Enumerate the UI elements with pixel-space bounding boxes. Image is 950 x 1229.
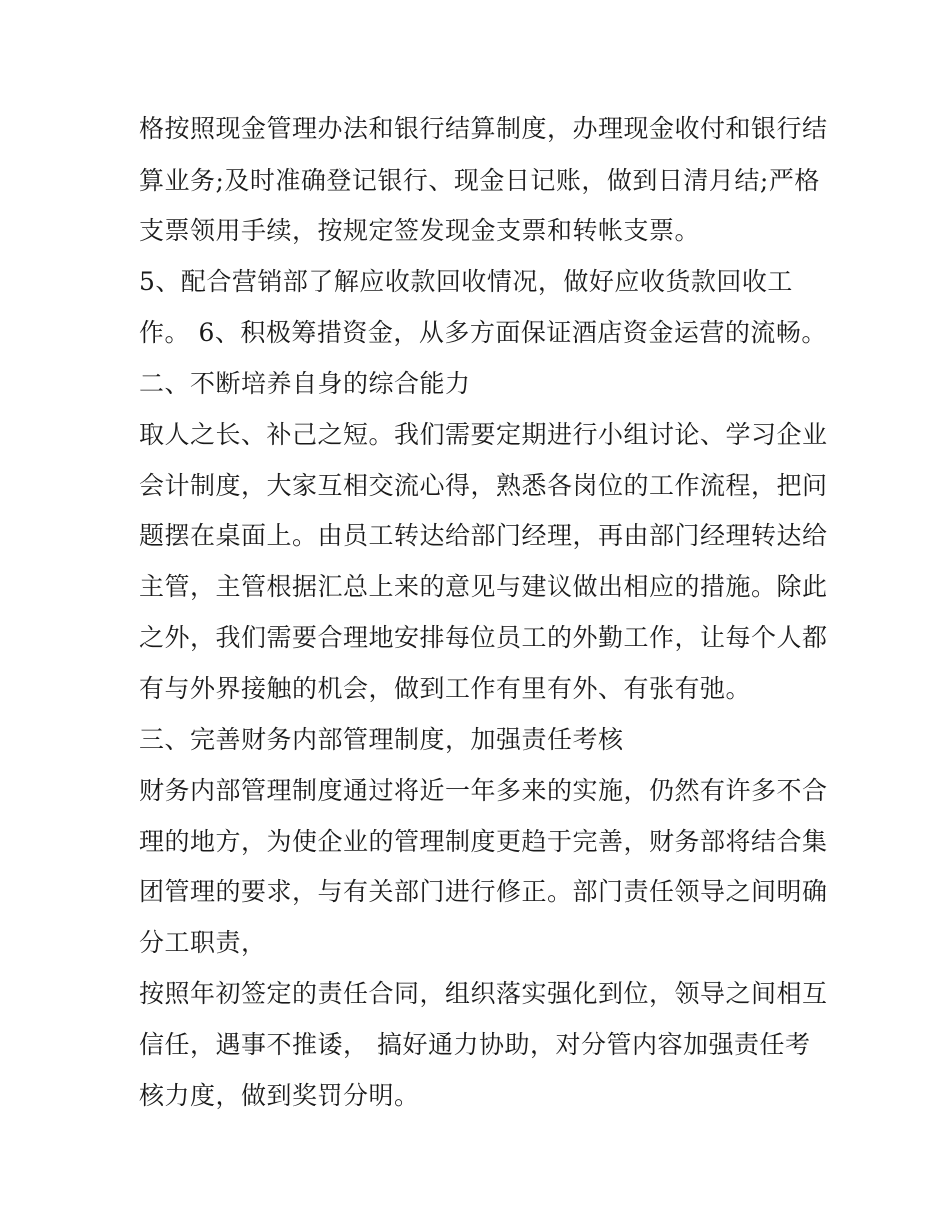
text-line: 取人之长、补己之短。我们需要定期进行小组讨论、学习企业 <box>139 420 828 449</box>
text-line: 题摆在桌面上。由员工转达给部门经理，再由部门经理转达给 <box>139 521 828 550</box>
text-line: 支票领用手续，按规定签发现金支票和转帐支票。 <box>139 216 701 245</box>
text-line: 主管，主管根据汇总上来的意见与建议做出相应的措施。除此 <box>139 572 828 601</box>
text-line: 5、配合营销部了解应收款回收情况，做好应收货款回收工 <box>139 267 793 296</box>
text-line: 信任，遇事不推诿， 搞好通力协助，对分管内容加强责任考 <box>139 1030 811 1059</box>
text-line: 作。 6、积极筹措资金，从多方面保证酒店资金运营的流畅。 <box>139 318 827 347</box>
text-line: 格按照现金管理办法和银行结算制度，办理现金收付和银行结 <box>139 114 828 143</box>
text-line: 会计制度，大家互相交流心得，熟悉各岗位的工作流程，把问 <box>139 471 828 500</box>
section-heading: 二、不断培养自身的综合能力 <box>139 369 471 398</box>
text-line: 按照年初签定的责任合同，组织落实强化到位，领导之间相互 <box>139 979 828 1008</box>
text-line: 有与外界接触的机会，做到工作有里有外、有张有弛。 <box>139 674 752 703</box>
text-line: 分工职责， <box>139 928 267 957</box>
text-line: 算业务;及时准确登记银行、现金日记账，做到日清月结;严格 <box>139 166 820 195</box>
text-line: 之外，我们需要合理地安排每位员工的外勤工作，让每个人都 <box>139 623 828 652</box>
text-line: 团管理的要求，与有关部门进行修正。部门责任领导之间明确 <box>139 877 828 906</box>
text-line: 核力度，做到奖罚分明。 <box>139 1081 420 1110</box>
text-line: 财务内部管理制度通过将近一年多来的实施，仍然有许多不合 <box>139 776 828 805</box>
text-line: 理的地方，为使企业的管理制度更趋于完善，财务部将结合集 <box>139 827 828 856</box>
section-heading: 三、完善财务内部管理制度，加强责任考核 <box>139 725 624 754</box>
